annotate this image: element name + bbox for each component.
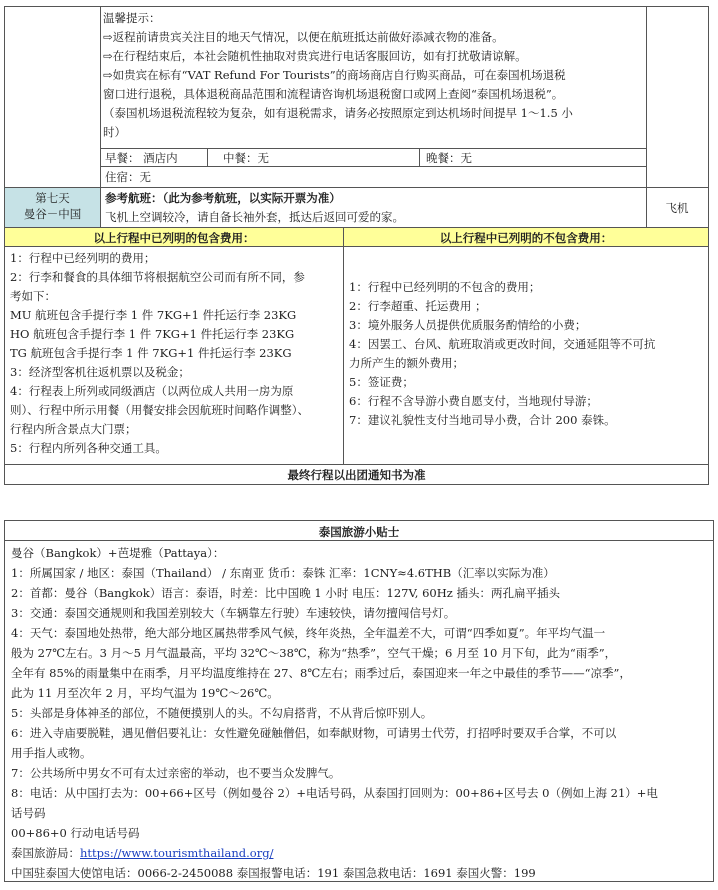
tip-line: （泰国机场退税流程较为复杂，如有退税需求，请务必按照原定到达机场时间提早 1～1.5 小 [103, 106, 573, 120]
included-item: HO 航班包含手提行李 1 件 7KG+1 件托运行李 23KG [10, 327, 295, 341]
included-item: TG 航班包含手提行李 1 件 7KG+1 件托运行李 23KG [10, 346, 292, 360]
included-item: 行程内所含景点大门票； [10, 422, 137, 436]
included-item: 考如下： [10, 289, 56, 303]
tip-line: ⇨在行程结束后，本社会随机性抽取对贵宾进行电话客服回访，如有打扰敬请谅解。 [103, 49, 527, 63]
excluded-item: 1：行程中已经列明的不包含的费用； [349, 280, 541, 294]
included-item: 3：经济型客机往返机票以及税金； [10, 365, 190, 379]
tips-title: 温馨提示： [103, 11, 161, 25]
tips-line: 此为 11 月至次年 2 月，平均气温为 19℃～26℃。 [11, 686, 279, 700]
tip-line: ⇨如贵宾在标有“VAT Refund For Tourists”的商场商店自行购买商品，可在泰国机场退税 [103, 68, 566, 82]
day7-desc: 飞机上空调较冷，请自备长袖外套，抵达后返回可爱的家。 [105, 210, 404, 224]
tourism-website-link[interactable]: https://www.tourismthailand.org/ [80, 846, 274, 860]
flight-title: 参考航班：（此为参考航班，以实际开票为准） [105, 191, 341, 205]
final-note: 最终行程以出团通知书为准 [287, 468, 426, 482]
meal-dinner: 晚餐：无 [426, 151, 472, 165]
day7-route: 曼谷－中国 [23, 207, 82, 221]
included-item: MU 航班包含手提行李 1 件 7KG+1 件托运行李 23KG [10, 308, 297, 322]
itinerary-table [4, 6, 709, 485]
tips-line: 般为 27℃左右。3 月～5 月气温最高，平均 32℃～38℃，称为“热季”，空气干燥；6 月至 10 月下旬，此为“雨季”， [11, 646, 617, 660]
travel-tips-box [4, 520, 714, 882]
tips-line: 5：头部是身体神圣的部位，不随便摸别人的头。不勾肩搭背，不从背后惊吓别人。 [11, 706, 433, 720]
tips-line: 6：进入寺庙要脱鞋，遇见僧侣要礼让：女性避免碰触僧侣，如奉献财物，可请男士代劳，打招呼时要双手合掌，不可以 [11, 726, 617, 740]
tips-line: 7：公共场所中男女不可有太过亲密的举动，也不要当众发脾气。 [11, 766, 341, 780]
website-label: 泰国旅游局： [11, 846, 80, 860]
included-item: 4：行程表上所列或同级酒店（以两位成人共用一房为原 [10, 384, 294, 398]
tips-line: 00+86+0 行动电话号码 [11, 826, 140, 840]
included-header: 以上行程中已列明的包含费用： [93, 231, 255, 245]
meal-lunch: 中餐：无 [223, 151, 269, 165]
tips-line: 3：交通：泰国交通规则和我国差别较大（车辆靠左行驶）车速较快，请勿擅闯信号灯。 [11, 606, 456, 620]
hotel-info: 住宿：无 [105, 170, 151, 184]
meal-breakfast: 早餐： 酒店内 [105, 151, 178, 165]
tips-box-title: 泰国旅游小贴士 [318, 525, 400, 539]
excluded-item: 力所产生的额外费用； [349, 356, 464, 370]
excluded-item: 2：行李超重、托运费用 ； [349, 299, 487, 313]
tips-line: 1：所属国家 / 地区：泰国（Thailand） / 东南亚 货币：泰铢 汇率：1CNY≈4.6THB（汇率以实际为准） [11, 566, 555, 580]
tip-line: 时） [103, 125, 126, 139]
tips-line: 8：电话：从中国打去为：00+66+区号（例如曼谷 2）+电话号码，从泰国打回则为：00+86+区号去 0（例如上海 21）+电 [11, 786, 658, 800]
tip-line: ⇨返程前请贵宾关注目的地天气情况，以便在航班抵达前做好添减衣物的准备。 [103, 30, 504, 44]
day7-transport: 飞机 [665, 201, 689, 215]
tips-line: 2：首都：曼谷（Bangkok）语言：泰语，时差：比中国晚 1 小时 电压：127V, 60Hz 插头：两孔扁平插头 [11, 586, 560, 600]
tips-line: 用手指人或物。 [11, 746, 92, 760]
excluded-item: 7：建议礼貌性支付当地司导小费，合计 200 泰铢。 [349, 413, 616, 427]
excluded-item: 6：行程不含导游小费自愿支付，当地现付导游； [349, 394, 598, 408]
tips-line: 全年有 85%的雨量集中在雨季，月平均温度维持在 27、8℃左右；雨季过后，泰国迎来一年之中最佳的季节——“凉季”， [11, 666, 631, 680]
tips-line: 曼谷（Bangkok）+芭堤雅（Pattaya）： [11, 546, 225, 560]
contacts-line: 中国驻泰国大使馆电话：0066-2-2450088 泰国报警电话：191 泰国急救电话：1691 泰国火警：199 [11, 866, 536, 880]
included-item: 5：行程内所列各种交通工具。 [10, 441, 167, 455]
excluded-item: 4：因罢工、台风、航班取消或更改时间，交通延阻等不可抗 [349, 337, 656, 351]
included-item: 2：行李和餐食的具体细节将根据航空公司而有所不同，参 [10, 270, 305, 284]
website-row [11, 845, 273, 861]
tips-line: 话号码 [11, 806, 46, 820]
excluded-header: 以上行程中已列明的不包含费用： [439, 231, 613, 245]
excluded-item: 5：签证费； [349, 375, 414, 389]
included-item: 则）、行程中所示用餐（用餐安排会因航班时间略作调整）、 [10, 403, 309, 417]
day7-label: 第七天 [35, 191, 70, 205]
tips-line: 4：天气：泰国地处热带，绝大部分地区属热带季风气候，终年炎热，全年温差不大，可谓“四季如夏”。年平均气温一 [11, 626, 606, 640]
tip-line: 窗口进行退税，具体退税商品范围和流程请咨询机场退税窗口或网上查阅“泰国机场退税”。 [103, 87, 564, 101]
excluded-item: 3：境外服务人员提供优质服务酌情给的小费； [349, 318, 587, 332]
included-item: 1：行程中已经列明的费用； [10, 251, 156, 265]
